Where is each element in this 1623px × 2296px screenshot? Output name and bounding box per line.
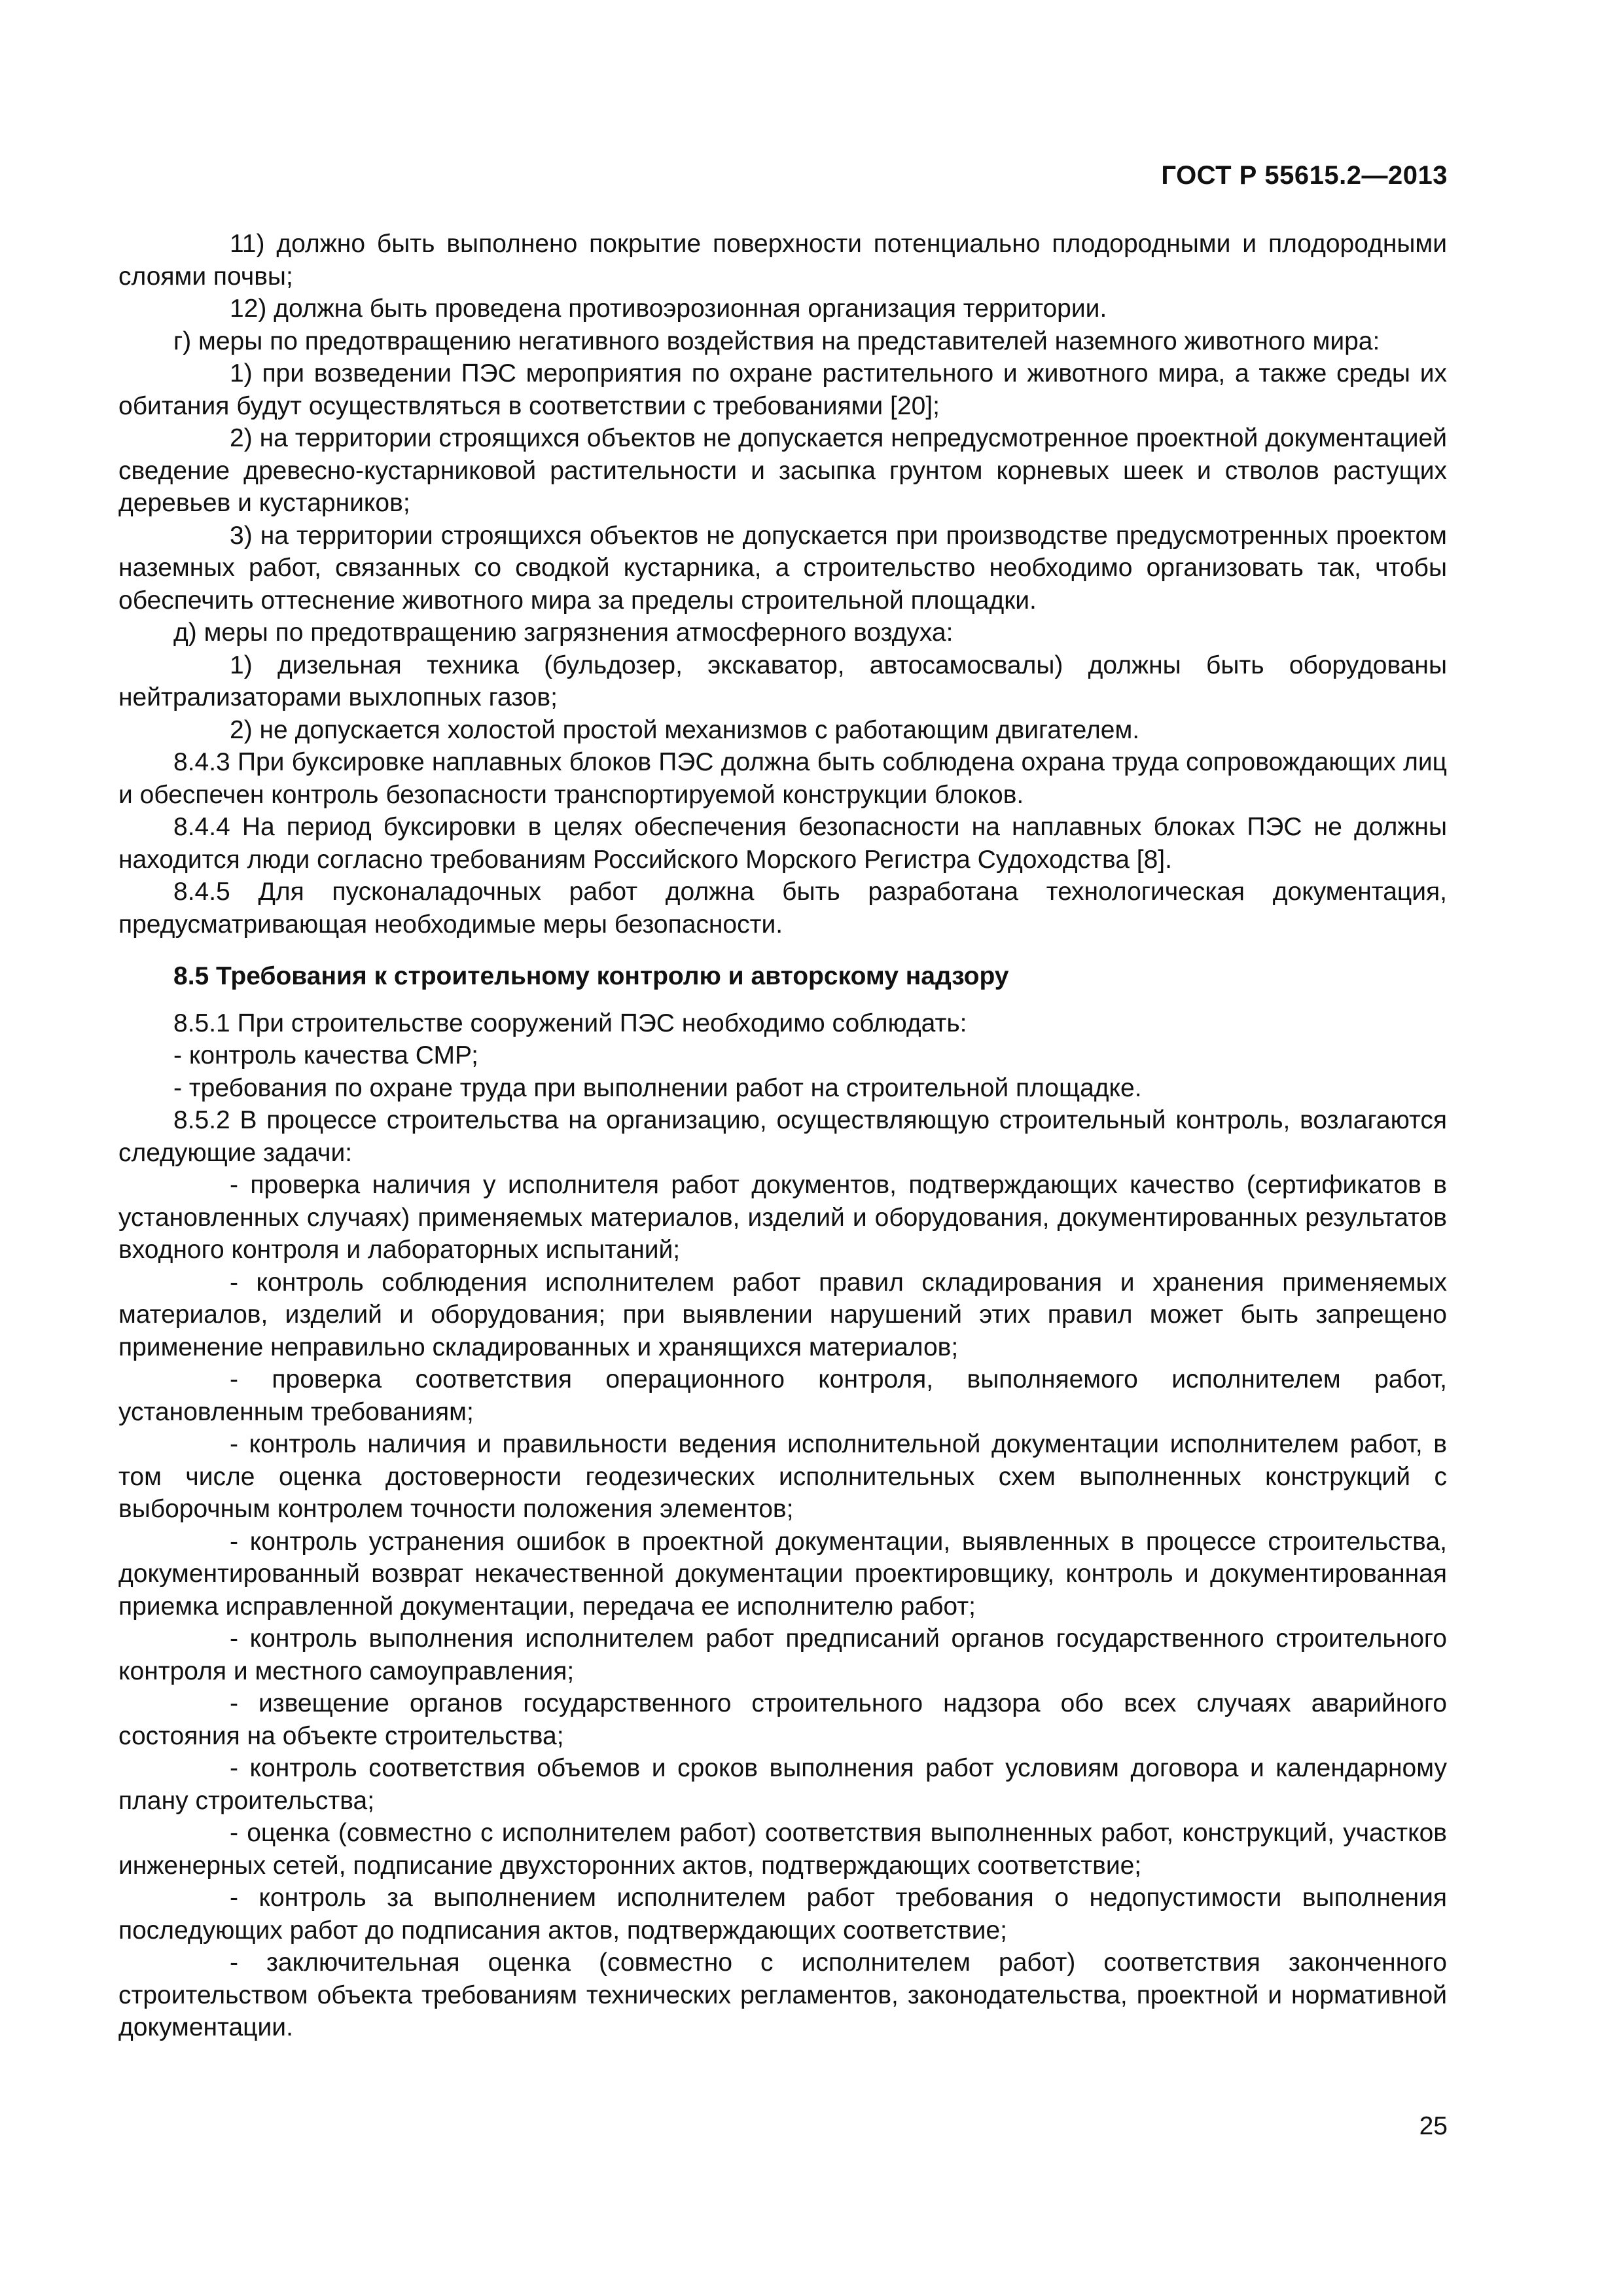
paragraph: - проверка соответствия операционного контроля, выполняемого исполнителем работ, установленным требованиям; <box>118 1365 1447 1426</box>
paragraph: - извещение органов государственного строительного надзора обо всех случаях аварийного состояния на объекте строительства; <box>118 1689 1447 1750</box>
paragraph: 1) дизельная техника (бульдозер, экскаватор, автосамосвалы) должны быть оборудованы нейтрализаторами выхлопных газов; <box>118 651 1447 711</box>
paragraph: - заключительная оценка (совместно с исполнителем работ) соответствия законченного строительством объекта требованиям технических регламентов, законодательства, проектной и нормативной документации. <box>118 1948 1447 2041</box>
paragraph: 2) не допускается холостой простой механизмов с работающим двигателем. <box>230 715 1140 744</box>
paragraph: 8.5.2 В процессе строительства на организацию, осуществляющую строительный контроль, возлагаются следующие задачи: <box>118 1106 1447 1167</box>
section-8-5-body <box>118 1007 1447 2044</box>
paragraph: 8.4.4 На период буксировки в целях обеспечения безопасности на наплавных блоках ПЭС не должны находится люди согласно требованиям Российского Морского Регистра Судоходства [8]. <box>118 813 1447 874</box>
paragraph: 1) при возведении ПЭС мероприятия по охране растительного и животного мира, а также среды их обитания будут осуществляться в соответствии с требованиями [20]; <box>118 359 1447 420</box>
paragraph: - требования по охране труда при выполнении работ на строительной площадке. <box>173 1073 1142 1102</box>
paragraph: г) меры по предотвращению негативного воздействия на представителей наземного животного мира: <box>173 327 1380 355</box>
paragraph: 8.5.1 При строительстве сооружений ПЭС необходимо соблюдать: <box>173 1009 967 1037</box>
document-body <box>118 228 1447 2044</box>
paragraph: - оценка (совместно с исполнителем работ) соответствия выполненных работ, конструкций, участков инженерных сетей, подписание двухсторонних актов, подтверждающих соответствие; <box>118 1819 1447 1880</box>
paragraph: - контроль устранения ошибок в проектной документации, выявленных в процессе строительства, документированный возврат некачественной документации проектировщику, контроль и документированная приемка исправленной документации, передача ее исполнителю работ; <box>118 1527 1447 1621</box>
page-number: 25 <box>1419 2112 1448 2140</box>
paragraph: 12) должна быть проведена противоэрозионная организация территории. <box>230 295 1107 323</box>
paragraph: - контроль наличия и правильности ведения исполнительной документации исполнителем работ, в том числе оценка достоверности геодезических исполнительных схем выполненных конструкций с выборочным контролем точности положения элементов; <box>118 1430 1447 1523</box>
standard-code-header: ГОСТ Р 55615.2—2013 <box>1161 161 1448 190</box>
paragraph: - контроль качества СМР; <box>173 1041 478 1069</box>
paragraph: - контроль за выполнением исполнителем работ требования о недопустимости выполнения последующих работ до подписания актов, подтверждающих соответствие; <box>118 1884 1447 1945</box>
section-8-4-continuation <box>118 228 1447 941</box>
paragraph: 8.4.3 При буксировке наплавных блоков ПЭС должна быть соблюдена охрана труда сопровождающих лиц и обеспечен контроль безопасности транспортируемой конструкции блоков. <box>118 748 1447 809</box>
paragraph: - контроль соблюдения исполнителем работ правил складирования и хранения применяемых материалов, изделий и оборудования; при выявлении нарушений этих правил может быть запрещено применение неправильно складированных и хранящихся материалов; <box>118 1268 1447 1361</box>
paragraph: 11) должно быть выполнено покрытие поверхности потенциально плодородными и плодородными слоями почвы; <box>118 230 1447 291</box>
paragraph: - контроль выполнения исполнителем работ предписаний органов государственного строительного контроля и местного самоуправления; <box>118 1624 1447 1685</box>
paragraph: д) меры по предотвращению загрязнения атмосферного воздуха: <box>173 619 954 647</box>
paragraph: 8.4.5 Для пусконаладочных работ должна быть разработана технологическая документация, предусматривающая необходимые меры безопасности. <box>118 878 1447 939</box>
paragraph: 2) на территории строящихся объектов не допускается непредусмотренное проектной документацией сведение древесно-кустарниковой растительности и засыпка грунтом корневых шеек и стволов растущих деревьев и кустарников; <box>118 424 1447 517</box>
section-heading: 8.5 Требования к строительному контролю и авторскому надзору <box>173 962 1009 990</box>
paragraph: 3) на территории строящихся объектов не допускается при производстве предусмотренных проектом наземных работ, связанных со сводкой кустарника, а строительство необходимо организовать так, чтобы обеспечить оттеснение животного мира за пределы строительной площадки. <box>118 521 1447 615</box>
paragraph: - контроль соответствия объемов и сроков выполнения работ условиям договора и календарному плану строительства; <box>118 1754 1447 1815</box>
paragraph: - проверка наличия у исполнителя работ документов, подтверждающих качество (сертификатов в установленных случаях) применяемых материалов, изделий и оборудования, документированных результатов входного контроля и лабораторных испытаний; <box>118 1171 1447 1264</box>
